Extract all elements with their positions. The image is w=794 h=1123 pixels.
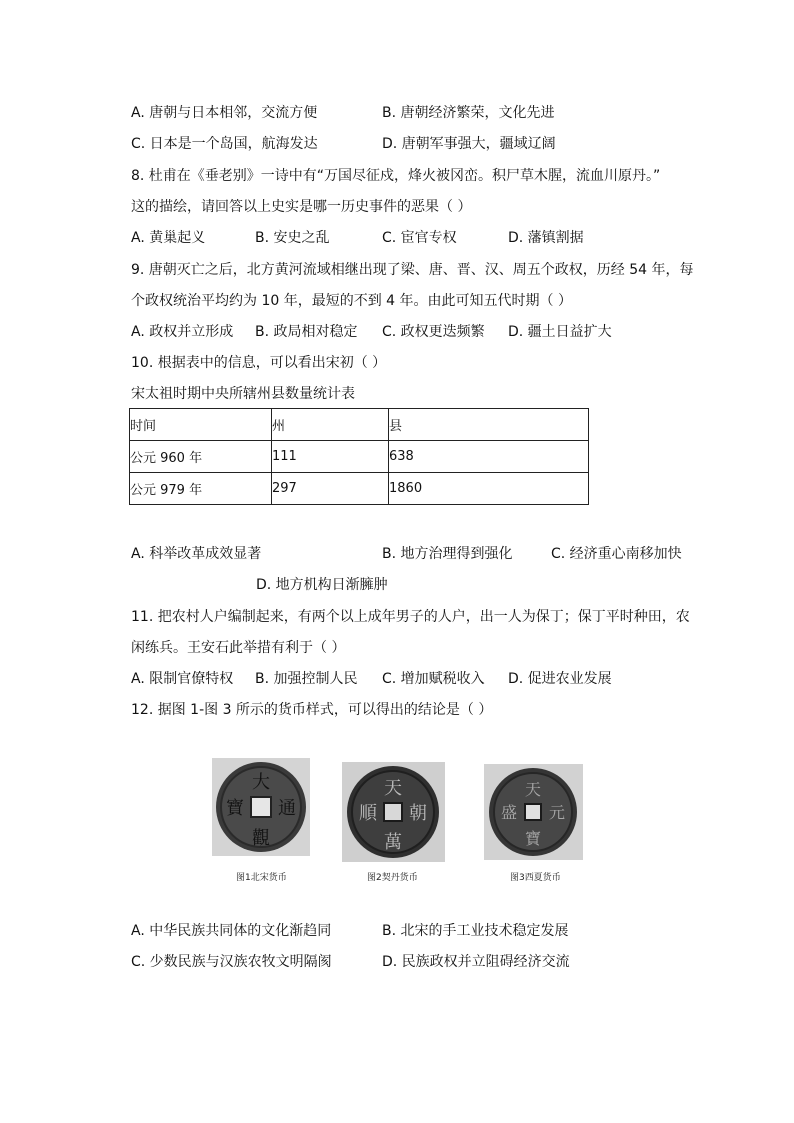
coin-2-icon: [342, 762, 445, 862]
coin-photo-3: [484, 764, 583, 860]
q9-stem-line1: 9. 唐朝灭亡之后，北方黄河流域相继出现了梁、唐、晋、汉、周五个政权，历经 54 年，每: [131, 262, 694, 278]
q12-stem: 12. 据图 1-图 3 所示的货币样式，可以得出的结论是（ ）: [131, 702, 493, 718]
table-cell: 111: [272, 441, 389, 473]
q8-option-a: A. 黄巢起义: [131, 230, 206, 246]
coin-2-char-right: 朝: [409, 803, 427, 824]
q10-stem: 10. 根据表中的信息，可以看出宋初（ ）: [131, 355, 387, 371]
q10-option-c: C. 经济重心南移加快: [551, 546, 682, 562]
county-stats-table: [129, 408, 589, 505]
figure-3-caption: 图3西夏货币: [510, 873, 561, 883]
q12-option-b: B. 北宋的手工业技术稳定发展: [382, 923, 569, 939]
q11-option-d: D. 促进农业发展: [508, 671, 612, 687]
q7-option-d: D. 唐朝军事强大，疆域辽阔: [382, 136, 556, 152]
q10-option-b: B. 地方治理得到强化: [382, 546, 513, 562]
q11-option-c: C. 增加赋税收入: [382, 671, 485, 687]
q7-option-c: C. 日本是一个岛国，航海发达: [131, 136, 318, 152]
coin-1-char-bottom: 觀: [252, 828, 270, 849]
q11-option-a: A. 限制官僚特权: [131, 671, 234, 687]
q10-option-a: A. 科举改革成效显著: [131, 546, 262, 562]
coin-photo-2: [342, 762, 445, 862]
table-cell: 297: [272, 473, 389, 505]
table-row: [130, 441, 589, 473]
q8-stem-line1: 8. 杜甫在《垂老别》一诗中有“万国尽征戍，烽火被冈峦。积尸草木腥，流血川原丹。”: [131, 168, 661, 184]
coin-3-icon: [484, 764, 583, 860]
table-title: 宋太祖时期中央所辖州县数量统计表: [131, 386, 355, 402]
q7-option-b: B. 唐朝经济繁荣，文化先进: [382, 105, 555, 121]
coin-1-icon: [212, 758, 310, 856]
q9-stem-line2: 个政权统治平均约为 10 年，最短的不到 4 年。由此可知五代时期（ ）: [131, 293, 572, 309]
coin-2-char-left: 順: [359, 803, 377, 824]
coin-1-char-top: 大: [252, 772, 270, 793]
coin-2-char-bottom: 萬: [384, 832, 402, 853]
q9-option-a: A. 政权并立形成: [131, 324, 234, 340]
q8-option-d: D. 藩镇割据: [508, 230, 584, 246]
q8-option-b: B. 安史之乱: [255, 230, 330, 246]
figure-1-caption: 图1北宋货币: [236, 873, 287, 883]
coin-2-char-top: 天: [384, 778, 402, 799]
table-header-cell: 州: [272, 409, 389, 441]
coin-3-char-left: 盛: [500, 803, 518, 822]
table-header-cell: 县: [389, 409, 589, 441]
q9-option-b: B. 政局相对稳定: [255, 324, 358, 340]
coin-3-char-bottom: 寶: [524, 829, 542, 848]
q8-option-c: C. 宦官专权: [382, 230, 457, 246]
table-header-cell: 时间: [130, 409, 272, 441]
q12-option-d: D. 民族政权并立阻碍经济交流: [382, 954, 570, 970]
table-row: [130, 473, 589, 505]
coin-photo-1: [212, 758, 310, 856]
q9-option-c: C. 政权更迭频繁: [382, 324, 485, 340]
table-cell: 公元 960 年: [130, 441, 272, 473]
q10-option-d: D. 地方机构日渐臃肿: [256, 577, 388, 593]
table-header-row: [130, 409, 589, 441]
q11-stem-line2: 闲练兵。王安石此举措有利于（ ）: [131, 640, 346, 656]
coin-1-char-right: 通: [278, 798, 296, 819]
figure-2-caption: 图2契丹货币: [367, 873, 418, 883]
q12-option-a: A. 中华民族共同体的文化渐趋同: [131, 923, 332, 939]
q8-stem-line2: 这的描绘，请回答以上史实是哪一历史事件的恶果（ ）: [131, 199, 472, 215]
coin-3-char-top: 天: [524, 780, 542, 799]
q7-option-a: A. 唐朝与日本相邻，交流方便: [131, 105, 318, 121]
table-cell: 638: [389, 441, 589, 473]
q12-option-c: C. 少数民族与汉族农牧文明隔阂: [131, 954, 332, 970]
coin-1-char-left: 寶: [226, 798, 244, 819]
table-cell: 1860: [389, 473, 589, 505]
table-cell: 公元 979 年: [130, 473, 272, 505]
coin-3-char-right: 元: [548, 803, 566, 822]
q9-option-d: D. 疆土日益扩大: [508, 324, 612, 340]
q11-option-b: B. 加强控制人民: [255, 671, 358, 687]
q11-stem-line1: 11. 把农村人户编制起来，有两个以上成年男子的人户，出一人为保丁；保丁平时种田，农: [131, 609, 690, 625]
